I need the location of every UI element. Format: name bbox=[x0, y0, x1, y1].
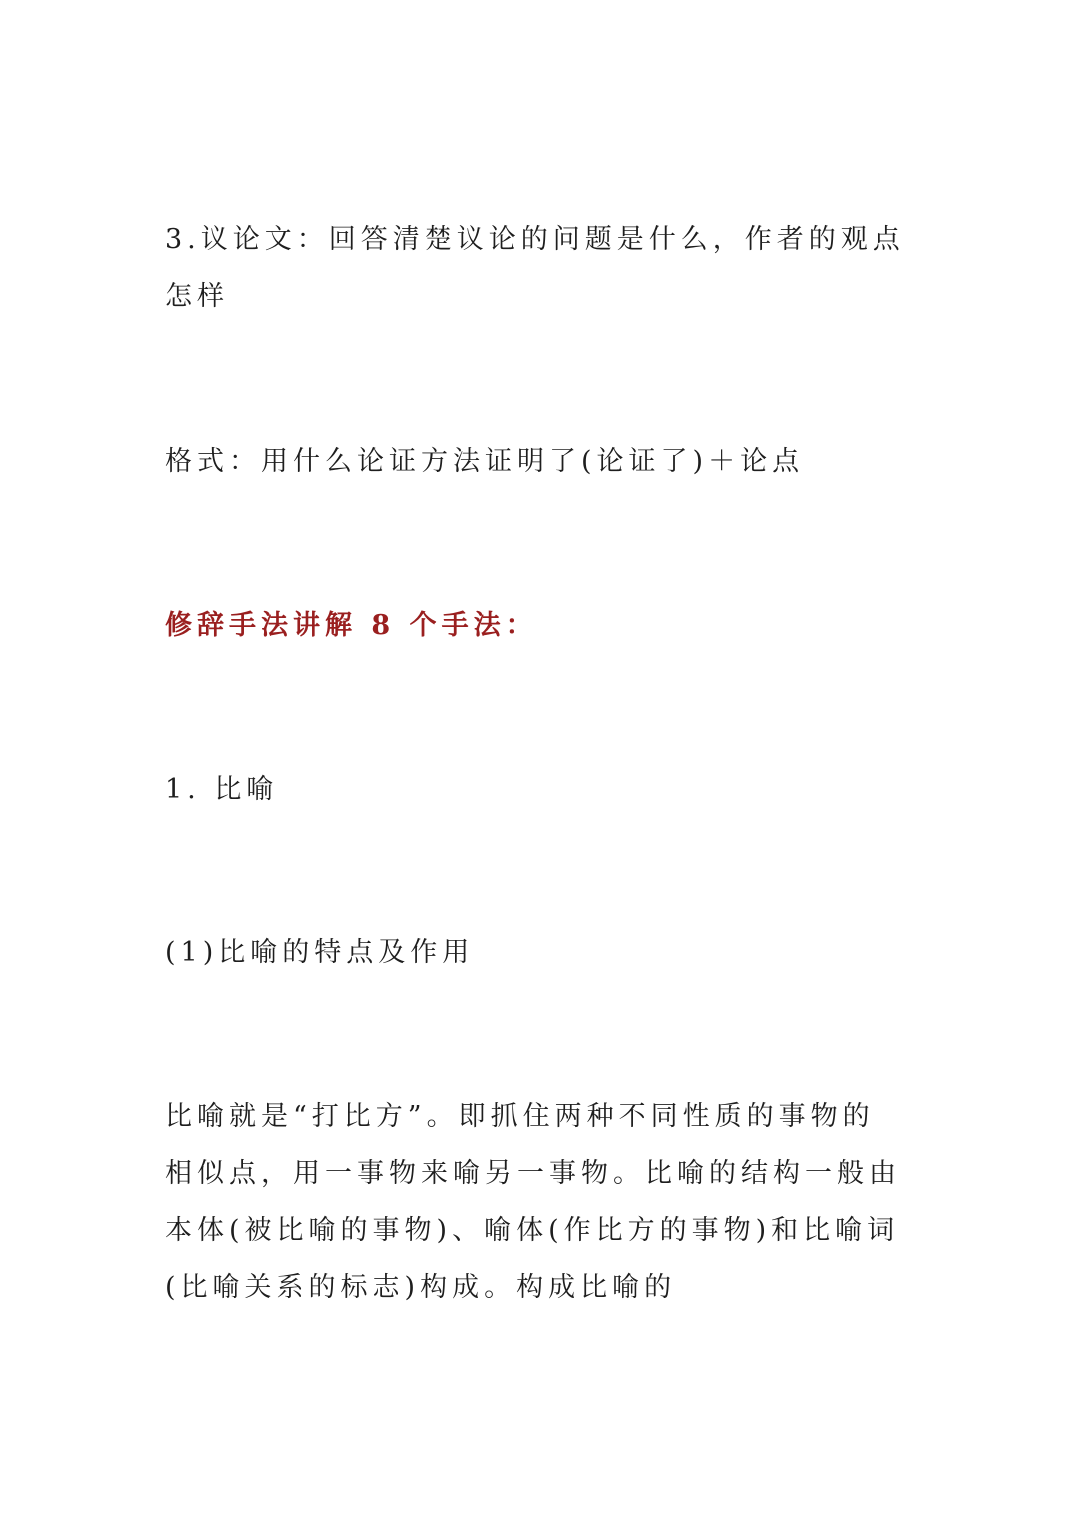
paragraph-line-2: 相似点，用一事物来喻另一事物。比喻的结构一般由 bbox=[165, 1158, 901, 1189]
sub-item-1-title: (1)比喻的特点及作用 bbox=[165, 937, 475, 968]
format-line: 格式：用什么论证方法证明了(论证了)＋论点 bbox=[165, 446, 805, 477]
argument-essay-line-2: 怎样 bbox=[165, 281, 229, 312]
paragraph-line-4: (比喻关系的标志)构成。构成比喻的 bbox=[165, 1272, 677, 1303]
paragraph-line-3: 本体(被比喻的事物)、喻体(作比方的事物)和比喻词 bbox=[165, 1215, 900, 1246]
paragraph-line-1: 比喻就是“打比方”。即抓住两种不同性质的事物的 bbox=[165, 1101, 875, 1132]
argument-essay-line-1: 3.议论文：回答清楚议论的问题是什么，作者的观点 bbox=[165, 224, 905, 255]
rhetoric-heading: 修辞手法讲解 8 个手法： bbox=[165, 610, 538, 641]
item-1-title: 1. 比喻 bbox=[165, 774, 279, 805]
